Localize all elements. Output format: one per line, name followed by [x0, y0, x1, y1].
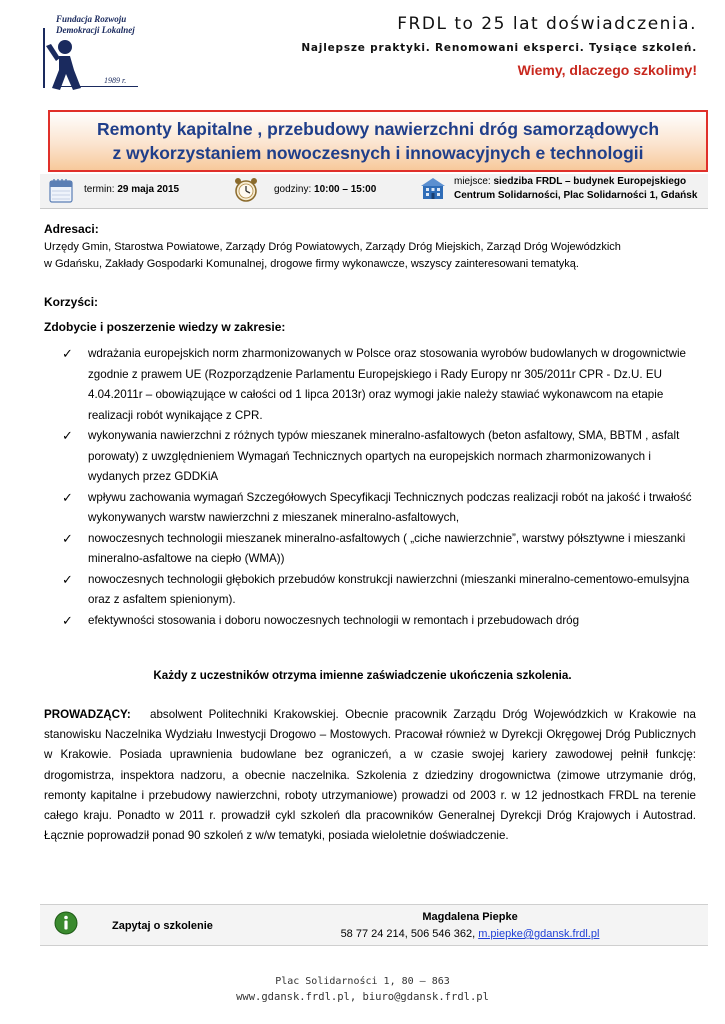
contact-name: Magdalena Piepke — [422, 911, 518, 923]
benefits-heading: Korzyści: — [44, 295, 99, 309]
addressees-text — [44, 239, 692, 273]
place-value-line1: siedziba FRDL – budynek Europejskiego — [493, 176, 687, 187]
list-item: ✓ efektywności stosowania i doboru nowoczesnych technologii w remontach i przebudowach dróg — [62, 612, 580, 628]
header-title: FRDL to 25 lat doświadczenia. — [397, 14, 697, 34]
date-label: termin: — [84, 184, 115, 195]
place-value-line2: Centrum Solidarności, Plac Solidarności 1, Gdańsk — [454, 190, 698, 201]
check-icon: ✓ — [62, 489, 73, 505]
check-icon: ✓ — [62, 428, 73, 443]
benefits-list — [62, 344, 702, 631]
place-info — [454, 175, 697, 203]
footer-web: www.gdansk.frdl.pl, biuro@gdansk.frdl.pl — [236, 991, 489, 1003]
course-title-box — [48, 110, 708, 172]
trainer-description — [44, 705, 696, 846]
footer-address: Plac Solidarności 1, 80 – 863 — [275, 976, 450, 987]
logo-divider — [58, 86, 138, 87]
header-tagline: Wiemy, dlaczego szkolimy! — [517, 62, 697, 78]
place-label: miejsce: — [454, 176, 491, 187]
contact-details — [250, 928, 690, 940]
list-item: ✓ nowoczesnych technologii mieszanek mineralno-asfaltowych ( „ciche nawierzchnie”, warstwy półsztywne i mieszanki mineralno-asfaltowe na ciepło (WMA)) — [62, 530, 686, 565]
building-icon — [420, 177, 446, 201]
hours-info — [274, 184, 376, 195]
hours-label: godziny: — [274, 184, 312, 195]
calendar-icon — [48, 176, 74, 204]
list-item: ✓ wykonywania nawierzchni z różnych typów mieszanek mineralno-asfaltowych (beton asfaltowy, SMA, BBTM , asfalt porowaty) z uwzględnieniem Wymagań Technicznych opartych na europejskich normach zharmonizowanych i wydanych przez GDDKiA — [62, 428, 680, 483]
course-title-line1: Remonty kapitalne , przebudowy nawierzchni dróg samorządowych — [96, 119, 660, 139]
course-title-line2: z wykorzystaniem nowoczesnych i innowacyjnych e technologii — [112, 143, 644, 163]
contact-phones: 58 77 24 214, 506 546 362, — [340, 928, 479, 940]
addressees-line2: w Gdańsku, Zakłady Gospodarki Komunalnej, drogowe firmy wykonawcze, wszyscy zainteresowani tematyką. — [44, 258, 579, 270]
certificate-note: Każdy z uczestników otrzyma imienne zaświadczenie ukończenia szkolenia. — [153, 669, 572, 682]
list-item: ✓ wdrażania europejskich norm zharmonizowanych w Polsce oraz stosowania wyrobów budowlanych w drogownictwie zgodnie z prawem UE (Rozporządzenie Parlamentu Europejskiego i Rady Europy nr 305/2011r CPR - Dz.U. EU 4.04.2011r – obowiązujące w całości od 1 lipca 2013r) oraz wymogi jakie należy stawiać wykonawcom na etapie realizacji robót wynikające z CPR. — [62, 346, 687, 422]
list-item: ✓ wpływu zachowania wymagań Szczegółowych Specyfikacji Technicznych podczas realizacji robót na jakość i trwałość wykonywanych warstw nawierzchni z mieszanek mineralno-asfaltowych, — [62, 489, 692, 524]
trainer-label: PROWADZĄCY: — [44, 708, 131, 721]
date-info — [84, 184, 179, 195]
logo-year: 1989 r. — [104, 76, 127, 85]
check-icon: ✓ — [62, 346, 73, 361]
logo-org-line1: Fundacja Rozwoju — [56, 14, 127, 24]
check-icon: ✓ — [62, 571, 73, 587]
hours-value: 10:00 – 15:00 — [314, 184, 377, 195]
logo-org-line2: Demokracji Lokalnej — [56, 25, 135, 35]
trainer-text: absolwent Politechniki Krakowskiej. Obecnie pracownik Zarządu Dróg Wojewódzkich w Krakowie na stanowisku Naczelnika Wydziału Inwestycji Drogowo – Mostowych. Pracował również w Dyrekcji Okręgowej Dróg Publicznych w Krakowie. Posiada uprawnienia budowlane bez ograniczeń, a w czasie swojej kariery zawodowej pełnił funkcję: drogomistrza, inspektora nadzoru, a obecnie naczelnika. Szkolenia z dziedziny drogownictwa (zimowe utrzymanie dróg, remonty kapitalne i przebudowy nawierzchni, roboty utrzymaniowe) prowadzi od 2003 r. w 12 jednostkach FRDL na terenie całego kraju. Ponadto w 2011 r. prowadził cykl szkoleń dla pracowników Generalnej Dyrekcji Dróg Krajowych i Autostrad. Łącznie poprowadził ponad 90 szkoleń z w/w tematyki, posiada wieloletnie doświadczenie. — [44, 708, 696, 843]
ask-about-training-label: Zapytaj o szkolenie — [112, 920, 213, 932]
check-icon: ✓ — [62, 612, 73, 628]
addressees-line1: Urzędy Gmin, Starostwa Powiatowe, Zarządy Dróg Powiatowych, Zarządy Dróg Miejskich, Zarząd Dróg Wojewódzkich — [44, 241, 621, 253]
addressees-heading: Adresaci: — [44, 222, 99, 236]
list-item: ✓ nowoczesnych technologii głębokich przebudów konstrukcji nawierzchni (mieszanki mineralno-cementowo-emulsyjna oraz z asfaltem spienionym). — [62, 571, 690, 606]
info-icon — [54, 911, 78, 935]
contact-email-link[interactable]: m.piepke@gdansk.frdl.pl — [478, 928, 600, 940]
check-icon: ✓ — [62, 530, 73, 546]
alarm-clock-icon — [232, 176, 260, 204]
logo-org-name — [56, 14, 146, 36]
header-subtitle: Najlepsze praktyki. Renomowani eksperci. Tysiące szkoleń. — [301, 42, 697, 54]
benefits-subheading: Zdobycie i poszerzenie wiedzy w zakresie: — [44, 320, 286, 334]
date-value: 29 maja 2015 — [117, 184, 180, 195]
